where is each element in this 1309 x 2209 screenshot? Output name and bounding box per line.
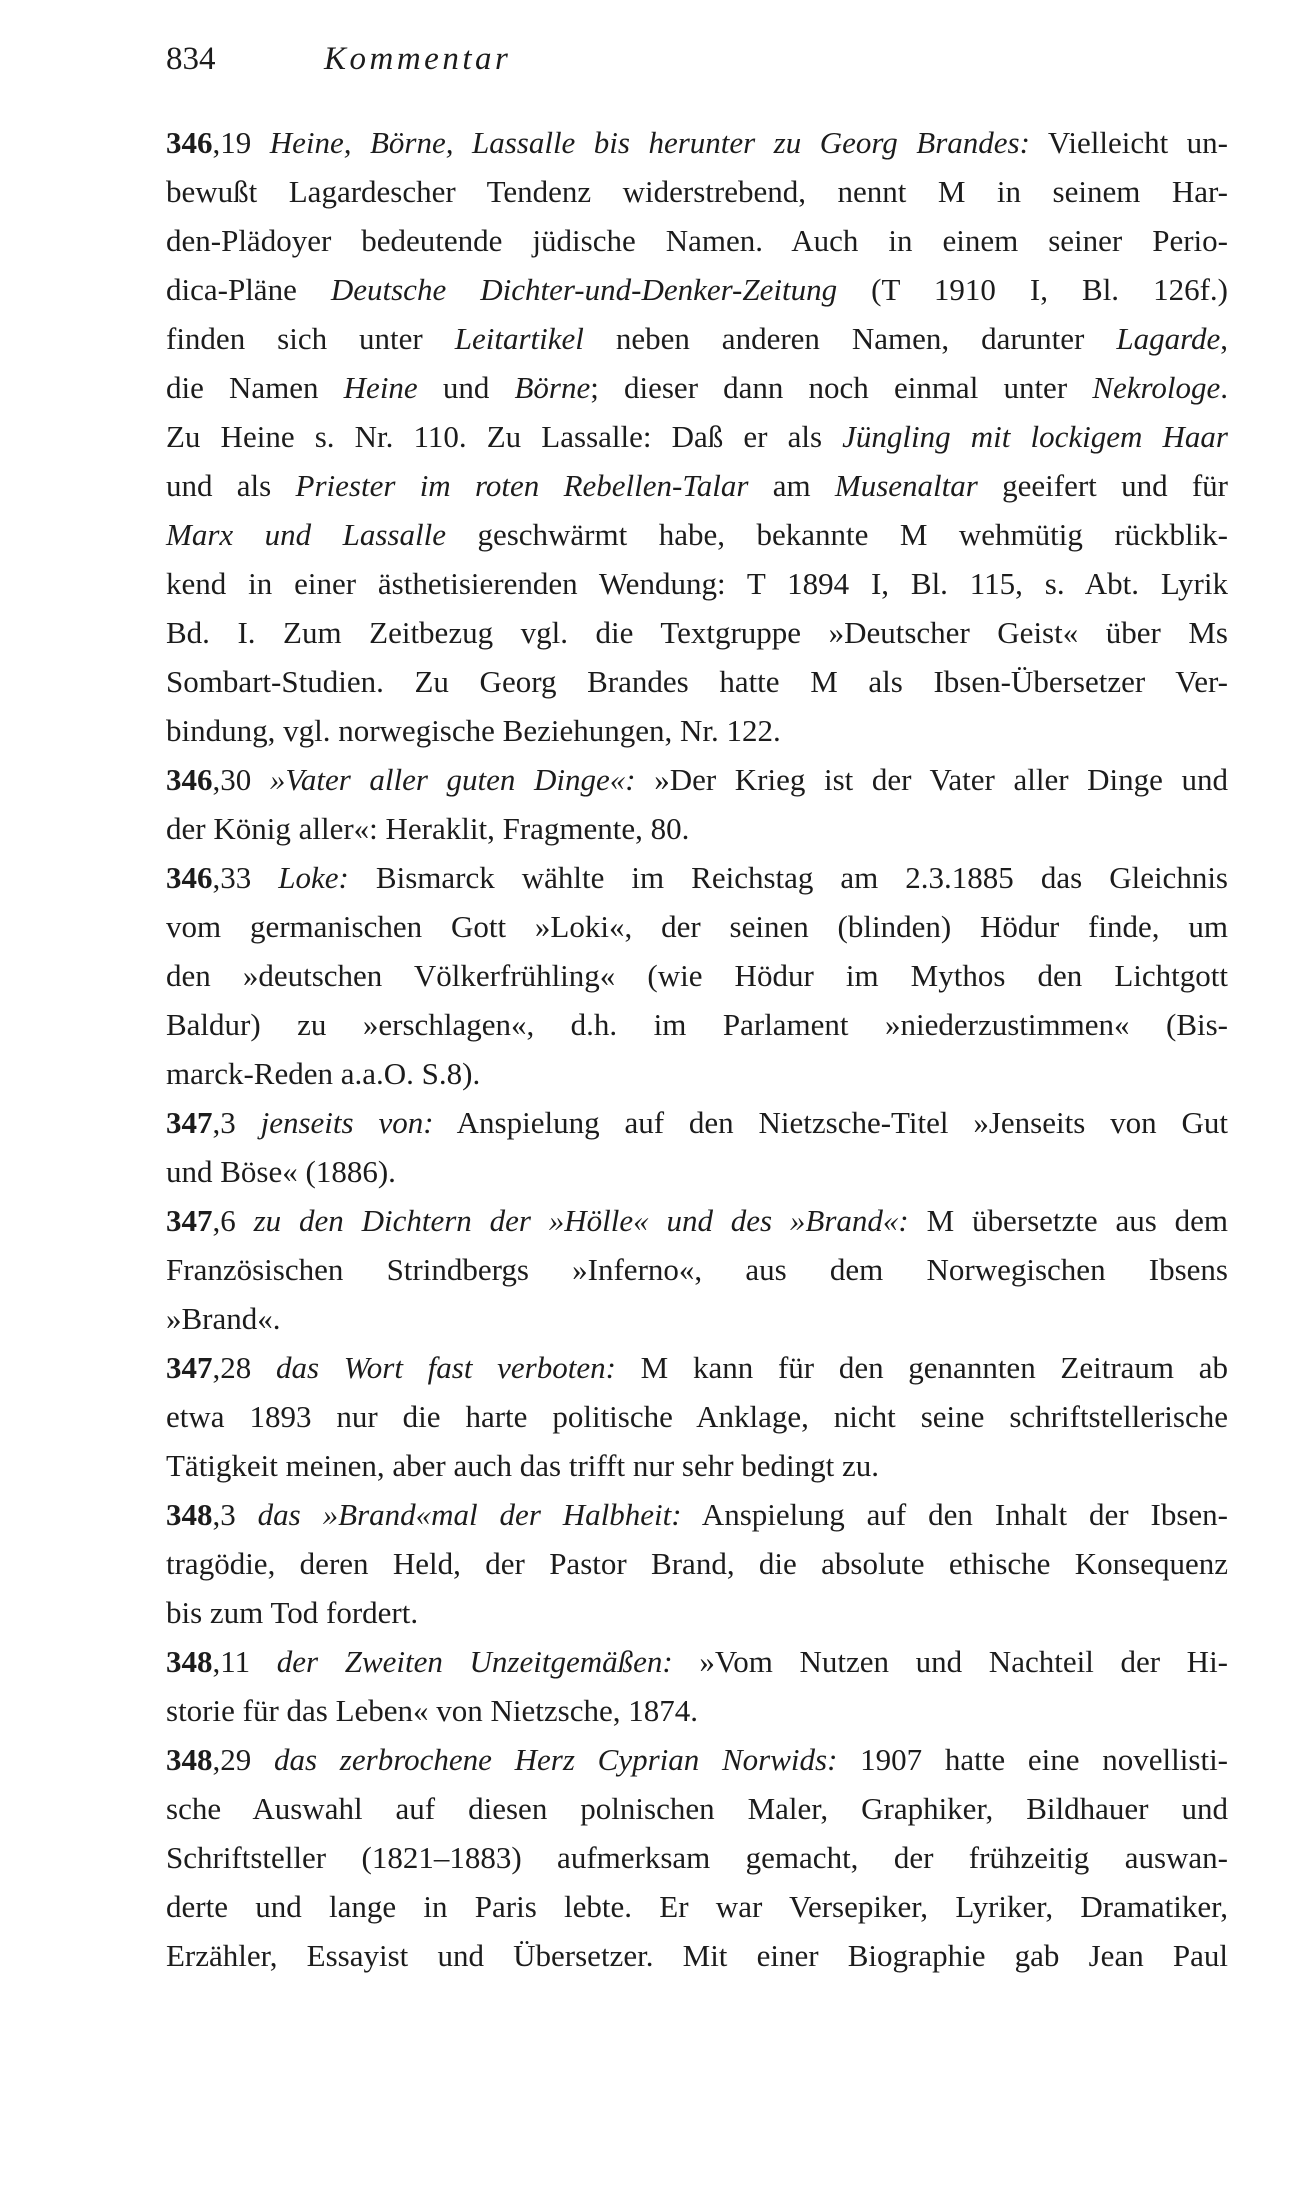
text-line: [166, 1245, 1228, 1294]
text-line: [166, 853, 1228, 902]
text-line: [166, 1098, 1228, 1147]
text-line: [166, 1882, 1228, 1931]
body-text: der König aller«: Heraklit, Fragmente, 80.: [166, 811, 690, 846]
body-text: und Böse« (1886).: [166, 1154, 396, 1189]
text-line: [166, 706, 1228, 755]
text-line: [166, 363, 1228, 412]
lemma-italic: der Zweiten Unzeitgemäßen:: [276, 1644, 673, 1679]
body-text: storie für das Leben« von Nietzsche, 1874.: [166, 1693, 699, 1728]
lemma-italic: zu den Dichtern der »Hölle« und des »Brand«:: [253, 1203, 909, 1238]
body-text: bindung, vgl. norwegische Beziehungen, Nr. 122.: [166, 713, 781, 748]
body-text: dica-Pläne: [166, 272, 331, 307]
entry-reference: 348: [166, 1497, 213, 1532]
text-line: [166, 265, 1228, 314]
body-text: (T 1910 I, Bl. 126f.): [837, 272, 1228, 307]
text-line: [166, 902, 1228, 951]
entry-reference: 346: [166, 860, 213, 895]
body-text: marck-Reden a.a.O. S.8).: [166, 1056, 481, 1091]
body-text: ,30: [212, 762, 270, 797]
body-text: ,28: [212, 1350, 276, 1385]
lemma-italic: Priester im roten Rebellen-Talar: [295, 468, 749, 503]
commentary-text: [166, 118, 1228, 1980]
text-line: [166, 1588, 1228, 1637]
lemma-italic: Deutsche Dichter-und-Denker-Zeitung: [330, 272, 838, 307]
body-text: am: [748, 468, 835, 503]
lemma-italic: Marx und Lassalle: [166, 517, 446, 552]
body-text: »Vom Nutzen und Nachteil der Hi-: [672, 1644, 1228, 1679]
lemma-italic: Jüngling mit lockigem Haar: [842, 419, 1228, 454]
body-text: ; dieser dann noch einmal unter: [590, 370, 1093, 405]
text-line: [166, 608, 1228, 657]
body-text: ,11: [212, 1644, 277, 1679]
body-text: Erzähler, Essayist und Übersetzer. Mit einer Biographie gab Jean Paul: [166, 1938, 1228, 1973]
body-text: Sombart-Studien. Zu Georg Brandes hatte M als Ibsen-Übersetzer Ver-: [166, 664, 1228, 699]
body-text: Schriftsteller (1821–1883) aufmerksam gemacht, der frühzeitig auswan-: [166, 1840, 1228, 1875]
lemma-italic: das Wort fast verboten:: [275, 1350, 616, 1385]
body-text: Zu Heine s. Nr. 110. Zu Lassalle: Daß er als: [166, 419, 843, 454]
lemma-italic: Leitartikel: [454, 321, 584, 356]
text-line: [166, 951, 1228, 1000]
lemma-italic: Heine: [343, 370, 418, 405]
text-line: [166, 804, 1228, 853]
body-text: bewußt Lagardescher Tendenz widerstrebend, nennt M in seinem Har-: [166, 174, 1228, 209]
lemma-italic: das zerbrochene Herz Cyprian Norwids:: [274, 1742, 838, 1777]
body-text: ,33: [212, 860, 279, 895]
body-text: Anspielung auf den Nietzsche-Titel »Jenseits von Gut: [433, 1105, 1228, 1140]
text-line: [166, 559, 1228, 608]
text-line: [166, 1784, 1228, 1833]
body-text: ,19: [212, 125, 270, 160]
body-text: bis zum Tod fordert.: [166, 1595, 419, 1630]
body-text: M kann für den genannten Zeitraum ab: [615, 1350, 1229, 1385]
text-line: [166, 1392, 1228, 1441]
body-text: Französischen Strindbergs »Inferno«, aus dem Norwegischen Ibsens: [166, 1252, 1228, 1287]
text-line: [166, 1294, 1228, 1343]
body-text: geschwärmt habe, bekannte M wehmütig rückblik-: [445, 517, 1228, 552]
lemma-italic: Heine, Börne, Lassalle bis herunter zu Georg Brandes:: [269, 125, 1030, 160]
body-text: »Der Krieg ist der Vater aller Dinge und: [635, 762, 1228, 797]
lemma-italic: Nekrologe: [1092, 370, 1221, 405]
entry-reference: 347: [166, 1105, 213, 1140]
text-line: [166, 461, 1228, 510]
text-line: [166, 412, 1228, 461]
lemma-italic: Börne: [514, 370, 591, 405]
body-text: Anspielung auf den Inhalt der Ibsen-: [681, 1497, 1229, 1532]
entry-reference: 348: [166, 1742, 213, 1777]
body-text: tragödie, deren Held, der Pastor Brand, die absolute ethische Konsequenz: [166, 1546, 1228, 1581]
body-text: 1907 hatte eine novellisti-: [837, 1742, 1229, 1777]
body-text: Tätigkeit meinen, aber auch das trifft nur sehr bedingt zu.: [166, 1448, 880, 1483]
running-head-title: Kommentar: [324, 41, 512, 77]
text-line: [166, 118, 1228, 167]
body-text: »Brand«.: [166, 1301, 281, 1336]
body-text: kend in einer ästhetisierenden Wendung: T 1894 I, Bl. 115, s. Abt. Lyrik: [166, 566, 1228, 601]
body-text: Bd. I. Zum Zeitbezug vgl. die Textgruppe »Deutscher Geist« über Ms: [166, 615, 1228, 650]
body-text: ,: [1220, 321, 1229, 356]
text-line: [166, 1049, 1228, 1098]
lemma-italic: Loke:: [278, 860, 349, 895]
text-line: [166, 510, 1228, 559]
body-text: den-Plädoyer bedeutende jüdische Namen. Auch in einem seiner Perio-: [166, 223, 1228, 258]
text-line: [166, 216, 1228, 265]
text-line: [166, 314, 1228, 363]
body-text: ,29: [212, 1742, 274, 1777]
text-line: [166, 1343, 1228, 1392]
text-line: [166, 1000, 1228, 1049]
body-text: geeifert und für: [977, 468, 1229, 503]
body-text: Baldur) zu »erschlagen«, d.h. im Parlament »niederzustimmen« (Bis-: [166, 1007, 1228, 1042]
text-line: [166, 167, 1228, 216]
body-text: M übersetzte aus dem: [908, 1203, 1228, 1238]
text-line: [166, 1686, 1228, 1735]
text-line: [166, 1441, 1228, 1490]
text-line: [166, 1931, 1228, 1980]
body-text: ,3: [212, 1105, 261, 1140]
body-text: etwa 1893 nur die harte politische Anklage, nicht seine schriftstellerische: [166, 1399, 1228, 1434]
lemma-italic: das »Brand«mal der Halbheit:: [257, 1497, 682, 1532]
entry-reference: 347: [166, 1350, 213, 1385]
body-text: .: [1220, 370, 1229, 405]
text-line: [166, 1735, 1228, 1784]
text-line: [166, 1833, 1228, 1882]
lemma-italic: Musenaltar: [834, 468, 978, 503]
body-text: derte und lange in Paris lebte. Er war Versepiker, Lyriker, Dramatiker,: [166, 1889, 1228, 1924]
text-line: [166, 1147, 1228, 1196]
text-line: [166, 1637, 1228, 1686]
text-line: [166, 1196, 1228, 1245]
body-text: Bismarck wählte im Reichstag am 2.3.1885 das Gleichnis: [348, 860, 1228, 895]
text-line: [166, 657, 1228, 706]
body-text: neben anderen Namen, darunter: [583, 321, 1117, 356]
page-number: 834: [166, 41, 216, 77]
lemma-italic: Lagarde: [1116, 321, 1221, 356]
body-text: sche Auswahl auf diesen polnischen Maler, Graphiker, Bildhauer und: [166, 1791, 1228, 1826]
body-text: den »deutschen Völkerfrühling« (wie Hödur im Mythos den Lichtgott: [166, 958, 1228, 993]
entry-reference: 347: [166, 1203, 213, 1238]
lemma-italic: jenseits von:: [260, 1105, 434, 1140]
body-text: und: [417, 370, 515, 405]
text-line: [166, 755, 1228, 804]
text-line: [166, 1539, 1228, 1588]
body-text: die Namen: [166, 370, 344, 405]
body-text: ,6: [212, 1203, 254, 1238]
body-text: vom germanischen Gott »Loki«, der seinen (blinden) Hödur finde, um: [166, 909, 1228, 944]
entry-reference: 346: [166, 125, 213, 160]
body-text: finden sich unter: [166, 321, 455, 356]
entry-reference: 346: [166, 762, 213, 797]
entry-reference: 348: [166, 1644, 213, 1679]
lemma-italic: »Vater aller guten Dinge«:: [269, 762, 636, 797]
body-text: ,3: [212, 1497, 258, 1532]
text-line: [166, 1490, 1228, 1539]
body-text: und als: [166, 468, 296, 503]
body-text: Vielleicht un-: [1029, 125, 1229, 160]
